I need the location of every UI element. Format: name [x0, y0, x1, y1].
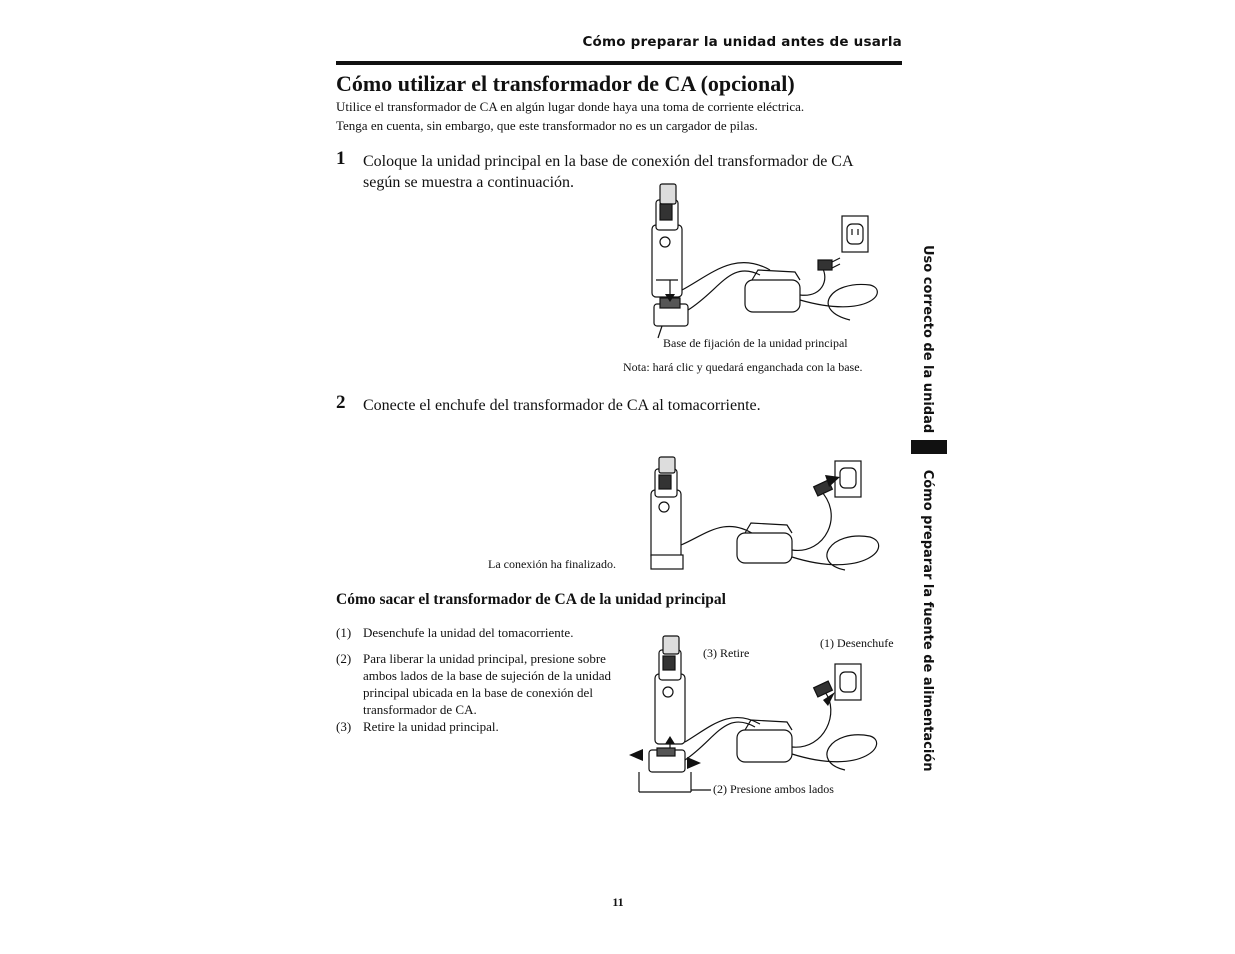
running-header: Cómo preparar la unidad antes de usarla: [582, 34, 902, 50]
caption-base-fijacion: Base de fijación de la unidad principal: [663, 336, 848, 350]
list-item: [336, 624, 636, 641]
step-2-text: Conecte el enchufe del transformador de CA al tomacorriente.: [363, 397, 761, 414]
intro-line-1: Utilice el transformador de CA en algún lugar donde haya una toma de corriente eléctrica.: [336, 99, 805, 114]
list-item-text: Retire la unidad principal.: [363, 719, 499, 734]
list-item-text: Desenchufe la unidad del tomacorriente.: [363, 625, 574, 640]
page-number: 11: [612, 895, 624, 909]
step-1-number: 1: [336, 148, 346, 169]
side-tab-section: Uso correcto de la unidad: [920, 245, 935, 434]
list-item: [336, 718, 636, 735]
label-retire: (3) Retire: [703, 646, 750, 660]
step-1-text-line-2: según se muestra a continuación.: [363, 174, 575, 191]
step-1-text-line-1: Coloque la unidad principal en la base de conexión del transformador de CA: [363, 153, 854, 170]
label-presione: (2) Presione ambos lados: [713, 782, 834, 796]
side-tab-chapter: Cómo preparar la fuente de alimentación: [920, 469, 935, 772]
list-item: [336, 650, 636, 718]
note-click: Nota: hará clic y quedará enganchada con la base.: [623, 360, 863, 374]
list-item-number: (2): [336, 651, 352, 666]
step-2-number: 2: [336, 392, 346, 413]
side-tab: [911, 245, 935, 775]
page-title: Cómo utilizar el transformador de CA (opcional): [336, 71, 795, 96]
list-item-number: (3): [336, 719, 352, 734]
intro-line-2: Tenga en cuenta, sin embargo, que este transformador no es un cargador de pilas.: [336, 118, 758, 133]
list-item-text: Para liberar la unidad principal, presione sobre ambos lados de la base de sujeción de la unidad principal ubicada en la base de conexión del transformador de CA.: [363, 651, 612, 717]
caption-conexion-finalizada: La conexión ha finalizado.: [488, 557, 616, 571]
side-tab-text: [920, 245, 935, 772]
list-item-number: (1): [336, 625, 352, 640]
removal-heading: Cómo sacar el transformador de CA de la unidad principal: [336, 591, 726, 608]
illustration-attach-unit: [640, 180, 900, 335]
illustration-plug-in: [645, 455, 895, 575]
illustration-remove-unit: [625, 632, 895, 797]
header-rule: [336, 61, 902, 65]
label-desenchufe: (1) Desenchufe: [820, 636, 894, 650]
